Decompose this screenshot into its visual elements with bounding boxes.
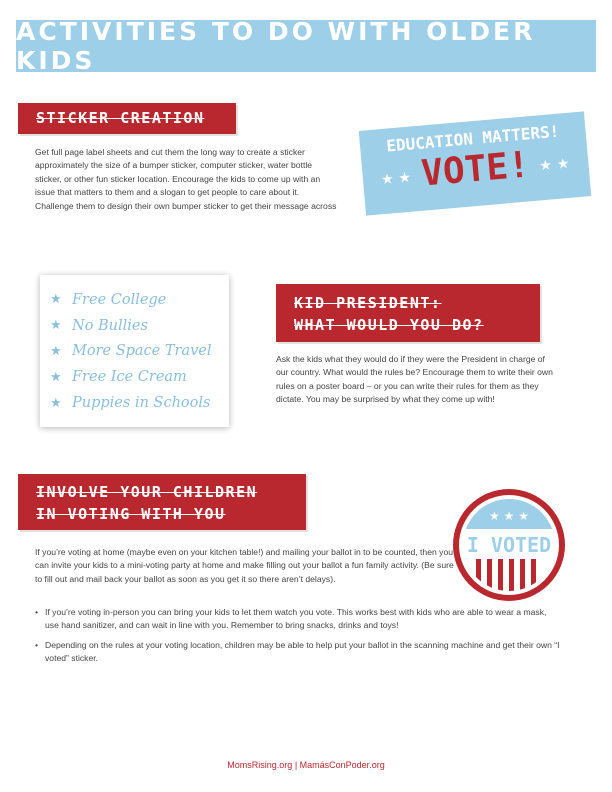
footer-links[interactable]: MomsRising.org | MamásConPoder.org bbox=[227, 760, 385, 770]
rules-list-item bbox=[50, 390, 229, 416]
badge-text: I VOTED bbox=[466, 533, 552, 557]
rules-item-label: Free College bbox=[72, 291, 167, 308]
kid-president-banner bbox=[276, 284, 540, 342]
rules-list-item bbox=[50, 287, 229, 313]
bullet-dot: • bbox=[35, 607, 39, 617]
bullet-item bbox=[35, 606, 560, 633]
rules-list bbox=[40, 275, 229, 416]
rules-item-label: Puppies in Schools bbox=[72, 395, 211, 412]
sticker-top-text: EDUCATION MATTERS! bbox=[385, 121, 561, 156]
sticker-stars-left: ★★ bbox=[380, 168, 417, 188]
i-voted-badge bbox=[450, 486, 568, 604]
rules-list-item bbox=[50, 313, 229, 339]
rules-list-item bbox=[50, 339, 229, 365]
sticker-creation-title: STICKER CREATION bbox=[36, 109, 205, 127]
badge-stars: ★ ★ ★ bbox=[489, 509, 529, 523]
sticker-creation-body: Get full page label sheets and cut them the long way to create a sticker approximately the size of a bumper sticker, computer sticker, water bottle sticker, or other fun sticker location. Encourage the kids to come up with an issue that matters to them and a slogan to get people to care about it. Challenge them to design their own bumper sticker to get their message across bbox=[35, 147, 337, 211]
star-icon: ★ bbox=[50, 318, 62, 334]
kid-president-title-line2: WHAT WOULD YOU DO? bbox=[294, 316, 484, 334]
bullet-dot: • bbox=[35, 639, 39, 650]
star-icon: ★ bbox=[50, 395, 62, 411]
header-band bbox=[16, 17, 596, 75]
page-title: ACTIVITIES TO DO WITH OLDER KIDS bbox=[16, 17, 536, 75]
rules-item-label: No Bullies bbox=[72, 317, 148, 334]
rules-item-label: More Space Travel bbox=[72, 343, 212, 360]
vote-sticker-illustration bbox=[359, 111, 592, 215]
kid-president-title-line1: KID PRESIDENT: bbox=[294, 294, 442, 312]
involve-children-title-line1: INVOLVE YOUR CHILDREN bbox=[36, 483, 258, 501]
voting-bullets bbox=[35, 606, 560, 672]
sticker-stars-right: ★★ bbox=[538, 154, 575, 174]
bullet-text: Depending on the rules at your voting location, children may be able to help put your ballot in the scanning machine and get their own “I voted” sticker. bbox=[45, 639, 560, 664]
bullet-text: If you’re voting in-person you can bring your kids to let them watch you vote. This works best with kids who are able to wear a mask, use hand sanitizer, and can wait in line with you. Remember to bring snacks, drinks and toys! bbox=[45, 607, 547, 631]
rules-card bbox=[40, 275, 229, 427]
star-icon: ★ bbox=[50, 369, 62, 385]
sticker-creation-banner bbox=[18, 103, 236, 134]
rules-list-item bbox=[50, 364, 229, 390]
involve-children-title-line2: IN VOTING WITH YOU bbox=[36, 505, 226, 523]
star-icon: ★ bbox=[50, 292, 62, 308]
sticker-vote-text: VOTE! bbox=[419, 144, 532, 195]
involve-children-banner bbox=[18, 474, 306, 530]
involve-children-body: If you’re voting at home (maybe even on your kitchen table!) and mailing your ballot in to be counted, then you can invite your kids to a mini-voting party at home and make filling out your ballot a fun family activity. (Be sure to fill out and mail back your ballot as soon as you get it so there aren’t delays). bbox=[35, 547, 454, 584]
bullet-item bbox=[35, 639, 560, 666]
star-icon: ★ bbox=[50, 343, 62, 359]
rules-item-label: Free Ice Cream bbox=[72, 369, 187, 386]
kid-president-body: Ask the kids what they would do if they were the President in charge of our country. What would the rules be? Encourage them to write their own rules on a poster board – or you can write their rules for them as they dictate. You may be surprised by what they come up with! bbox=[276, 354, 553, 405]
